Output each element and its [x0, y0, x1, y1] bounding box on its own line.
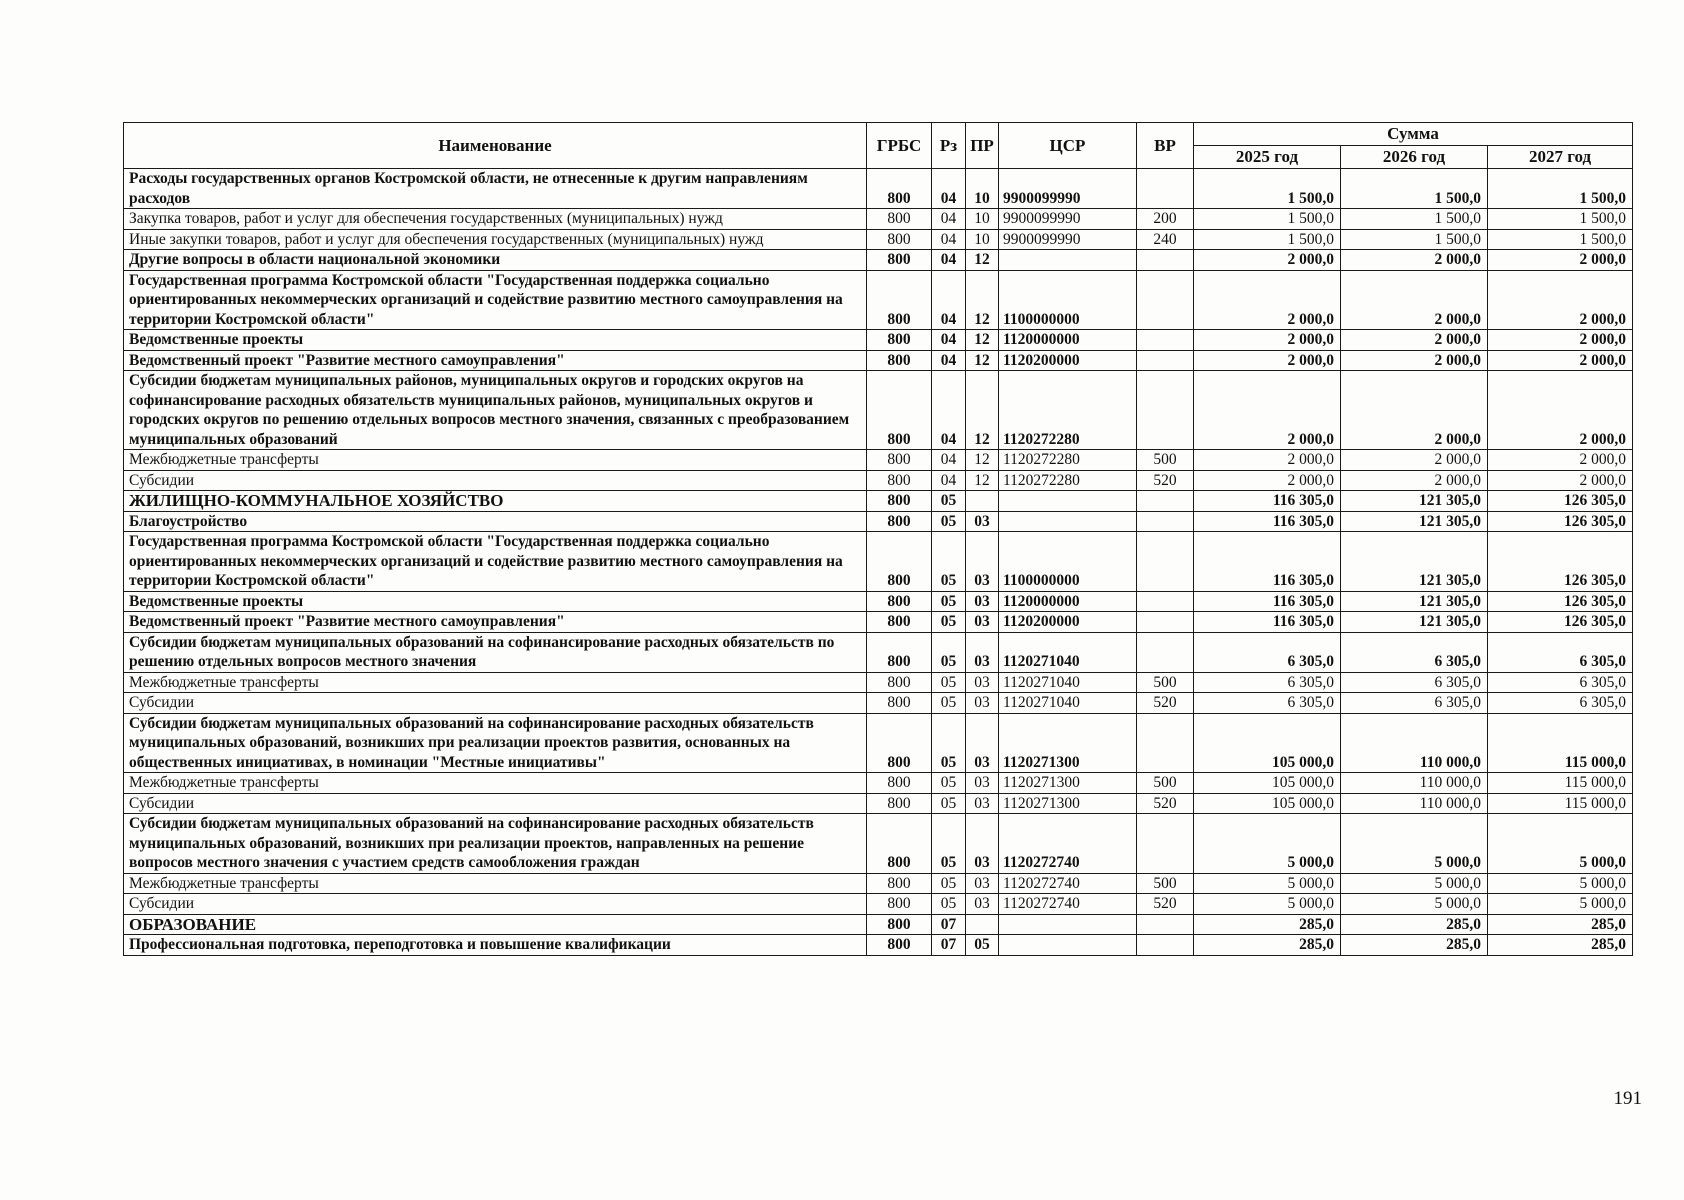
- cell-grbs: 800: [867, 229, 932, 250]
- cell-2026: 285,0: [1341, 914, 1488, 935]
- page-number: 191: [1613, 1088, 1642, 1109]
- cell-grbs: 800: [867, 250, 932, 271]
- cell-vr: 520: [1137, 894, 1194, 915]
- cell-grbs: 800: [867, 814, 932, 874]
- cell-2026: 6 305,0: [1341, 672, 1488, 693]
- cell-2025: 116 305,0: [1194, 532, 1341, 592]
- header-name: Наименование: [124, 123, 867, 169]
- cell-pr: 03: [966, 793, 999, 814]
- table-row: [124, 773, 1633, 794]
- cell-rz: 05: [932, 672, 966, 693]
- cell-csr: [999, 914, 1137, 935]
- cell-2027: 2 000,0: [1488, 371, 1633, 450]
- table-row: [124, 713, 1633, 773]
- cell-name: Субсидии: [124, 894, 867, 915]
- cell-rz: 04: [932, 450, 966, 471]
- cell-2026: 1 500,0: [1341, 229, 1488, 250]
- cell-pr: 12: [966, 470, 999, 491]
- cell-2027: 126 305,0: [1488, 532, 1633, 592]
- cell-grbs: 800: [867, 350, 932, 371]
- cell-vr: 500: [1137, 773, 1194, 794]
- cell-csr: 1100000000: [999, 270, 1137, 330]
- header-rz: Рз: [932, 123, 966, 169]
- cell-2026: 2 000,0: [1341, 270, 1488, 330]
- cell-pr: 03: [966, 713, 999, 773]
- cell-csr: 1120272280: [999, 450, 1137, 471]
- table-row: [124, 914, 1633, 935]
- cell-grbs: 800: [867, 873, 932, 894]
- cell-grbs: 800: [867, 330, 932, 351]
- cell-2026: 121 305,0: [1341, 532, 1488, 592]
- cell-rz: 07: [932, 935, 966, 956]
- cell-rz: 05: [932, 591, 966, 612]
- cell-csr: [999, 935, 1137, 956]
- header-year-2027: 2027 год: [1488, 146, 1633, 169]
- cell-vr: 500: [1137, 672, 1194, 693]
- cell-name: Межбюджетные трансферты: [124, 773, 867, 794]
- cell-2025: 1 500,0: [1194, 229, 1341, 250]
- cell-2025: 105 000,0: [1194, 793, 1341, 814]
- cell-grbs: 800: [867, 793, 932, 814]
- cell-2027: 126 305,0: [1488, 591, 1633, 612]
- table-row: [124, 873, 1633, 894]
- cell-2026: 285,0: [1341, 935, 1488, 956]
- cell-grbs: 800: [867, 693, 932, 714]
- cell-name: Субсидии бюджетам муниципальных образований на софинансирование расходных обязательств по решению отдельных вопросов местного значения: [124, 632, 867, 672]
- cell-rz: 04: [932, 470, 966, 491]
- cell-name: Ведомственные проекты: [124, 591, 867, 612]
- table-row: [124, 470, 1633, 491]
- cell-2026: 2 000,0: [1341, 250, 1488, 271]
- cell-pr: 12: [966, 250, 999, 271]
- cell-csr: 1120271040: [999, 693, 1137, 714]
- cell-2026: 121 305,0: [1341, 491, 1488, 512]
- cell-vr: 500: [1137, 873, 1194, 894]
- cell-2027: 5 000,0: [1488, 873, 1633, 894]
- cell-grbs: 800: [867, 773, 932, 794]
- cell-2025: 5 000,0: [1194, 873, 1341, 894]
- cell-pr: 03: [966, 873, 999, 894]
- cell-rz: 05: [932, 693, 966, 714]
- cell-2027: 1 500,0: [1488, 169, 1633, 209]
- cell-pr: 03: [966, 591, 999, 612]
- cell-grbs: 800: [867, 450, 932, 471]
- cell-2026: 6 305,0: [1341, 693, 1488, 714]
- cell-vr: [1137, 532, 1194, 592]
- cell-2025: 2 000,0: [1194, 350, 1341, 371]
- cell-2027: 126 305,0: [1488, 511, 1633, 532]
- cell-rz: 05: [932, 713, 966, 773]
- cell-name: Субсидии: [124, 793, 867, 814]
- cell-pr: [966, 491, 999, 512]
- budget-table: [123, 122, 1633, 956]
- cell-rz: 05: [932, 793, 966, 814]
- cell-pr: 12: [966, 371, 999, 450]
- cell-name: Межбюджетные трансферты: [124, 873, 867, 894]
- cell-name: Межбюджетные трансферты: [124, 450, 867, 471]
- cell-grbs: 800: [867, 169, 932, 209]
- cell-2025: 5 000,0: [1194, 894, 1341, 915]
- cell-2025: 6 305,0: [1194, 693, 1341, 714]
- cell-vr: [1137, 713, 1194, 773]
- cell-2027: 5 000,0: [1488, 894, 1633, 915]
- cell-csr: [999, 511, 1137, 532]
- cell-2027: 2 000,0: [1488, 330, 1633, 351]
- cell-csr: 1120271300: [999, 793, 1137, 814]
- cell-grbs: 800: [867, 894, 932, 915]
- cell-name: Иные закупки товаров, работ и услуг для обеспечения государственных (муниципальных) нужд: [124, 229, 867, 250]
- cell-name: Благоустройство: [124, 511, 867, 532]
- cell-2025: 2 000,0: [1194, 250, 1341, 271]
- cell-pr: 03: [966, 532, 999, 592]
- cell-csr: 9900099990: [999, 169, 1137, 209]
- cell-csr: 9900099990: [999, 209, 1137, 230]
- cell-2026: 2 000,0: [1341, 330, 1488, 351]
- cell-rz: 05: [932, 632, 966, 672]
- cell-2026: 5 000,0: [1341, 814, 1488, 874]
- table-row: [124, 632, 1633, 672]
- cell-name: Расходы государственных органов Костромской области, не отнесенные к другим направлениям расходов: [124, 169, 867, 209]
- cell-rz: 05: [932, 873, 966, 894]
- cell-name: Ведомственные проекты: [124, 330, 867, 351]
- cell-2025: 2 000,0: [1194, 450, 1341, 471]
- cell-name: Закупка товаров, работ и услуг для обеспечения государственных (муниципальных) нужд: [124, 209, 867, 230]
- cell-grbs: 800: [867, 672, 932, 693]
- cell-grbs: 800: [867, 470, 932, 491]
- cell-2025: 1 500,0: [1194, 169, 1341, 209]
- cell-pr: 10: [966, 169, 999, 209]
- cell-grbs: 800: [867, 511, 932, 532]
- cell-csr: 1120000000: [999, 591, 1137, 612]
- header-sum: Сумма: [1194, 123, 1633, 146]
- cell-2025: 1 500,0: [1194, 209, 1341, 230]
- cell-vr: [1137, 935, 1194, 956]
- cell-2027: 2 000,0: [1488, 450, 1633, 471]
- cell-grbs: 800: [867, 532, 932, 592]
- cell-2026: 5 000,0: [1341, 894, 1488, 915]
- cell-2027: 5 000,0: [1488, 814, 1633, 874]
- cell-grbs: 800: [867, 270, 932, 330]
- cell-csr: 1120272740: [999, 873, 1137, 894]
- table-row: [124, 169, 1633, 209]
- cell-csr: 1120000000: [999, 330, 1137, 351]
- cell-2027: 6 305,0: [1488, 672, 1633, 693]
- table-row: [124, 209, 1633, 230]
- cell-vr: [1137, 632, 1194, 672]
- cell-name: Межбюджетные трансферты: [124, 672, 867, 693]
- cell-name: Ведомственный проект "Развитие местного самоуправления": [124, 350, 867, 371]
- cell-pr: 03: [966, 693, 999, 714]
- cell-2026: 121 305,0: [1341, 591, 1488, 612]
- cell-vr: 240: [1137, 229, 1194, 250]
- table-row: [124, 532, 1633, 592]
- cell-name: Субсидии бюджетам муниципальных районов, муниципальных округов и городских округов на софинансирование расходных обязательств муниципальных районов, муниципальных округов и городских округов по решению отдельных вопросов местного значения, связанных с преобразованием муниципальных образований: [124, 371, 867, 450]
- cell-pr: 12: [966, 450, 999, 471]
- table-row: [124, 894, 1633, 915]
- cell-grbs: 800: [867, 713, 932, 773]
- cell-rz: 05: [932, 491, 966, 512]
- cell-csr: 1120271300: [999, 773, 1137, 794]
- cell-name: Профессиональная подготовка, переподготовка и повышение квалификации: [124, 935, 867, 956]
- cell-name: Другие вопросы в области национальной экономики: [124, 250, 867, 271]
- table-row: [124, 693, 1633, 714]
- cell-rz: 04: [932, 229, 966, 250]
- cell-2027: 1 500,0: [1488, 229, 1633, 250]
- cell-vr: [1137, 591, 1194, 612]
- cell-2026: 6 305,0: [1341, 632, 1488, 672]
- cell-2025: 116 305,0: [1194, 511, 1341, 532]
- cell-vr: [1137, 270, 1194, 330]
- cell-name: Субсидии: [124, 693, 867, 714]
- cell-rz: 05: [932, 773, 966, 794]
- table-row: [124, 229, 1633, 250]
- header-grbs: ГРБС: [867, 123, 932, 169]
- cell-2027: 285,0: [1488, 935, 1633, 956]
- cell-2026: 1 500,0: [1341, 209, 1488, 230]
- cell-csr: 1120272740: [999, 814, 1137, 874]
- cell-rz: 05: [932, 612, 966, 633]
- cell-name: ЖИЛИЩНО-КОММУНАЛЬНОЕ ХОЗЯЙСТВО: [124, 491, 867, 512]
- cell-vr: [1137, 169, 1194, 209]
- cell-pr: 03: [966, 632, 999, 672]
- cell-vr: [1137, 330, 1194, 351]
- cell-2027: 2 000,0: [1488, 250, 1633, 271]
- cell-2027: 2 000,0: [1488, 350, 1633, 371]
- cell-rz: 04: [932, 169, 966, 209]
- cell-2026: 121 305,0: [1341, 511, 1488, 532]
- cell-name: Ведомственный проект "Развитие местного самоуправления": [124, 612, 867, 633]
- cell-csr: [999, 491, 1137, 512]
- cell-csr: 1120271040: [999, 672, 1137, 693]
- table-row: [124, 250, 1633, 271]
- cell-2026: 2 000,0: [1341, 450, 1488, 471]
- cell-2025: 2 000,0: [1194, 470, 1341, 491]
- cell-name: Субсидии бюджетам муниципальных образований на софинансирование расходных обязательств муниципальных образований, возникших при реализации проектов развития, основанных на общественных инициативах, в номинации "Местные инициативы": [124, 713, 867, 773]
- cell-rz: 04: [932, 270, 966, 330]
- table-row: [124, 935, 1633, 956]
- cell-grbs: 800: [867, 591, 932, 612]
- header-pr: ПР: [966, 123, 999, 169]
- cell-csr: 1120272740: [999, 894, 1137, 915]
- cell-rz: 05: [932, 532, 966, 592]
- table-row: [124, 672, 1633, 693]
- cell-csr: 9900099990: [999, 229, 1137, 250]
- cell-2026: 121 305,0: [1341, 612, 1488, 633]
- cell-2027: 6 305,0: [1488, 632, 1633, 672]
- table-row: [124, 814, 1633, 874]
- cell-pr: 03: [966, 511, 999, 532]
- cell-2027: 115 000,0: [1488, 713, 1633, 773]
- header-year-2026: 2026 год: [1341, 146, 1488, 169]
- cell-rz: 04: [932, 371, 966, 450]
- cell-pr: 03: [966, 773, 999, 794]
- cell-csr: 1120200000: [999, 612, 1137, 633]
- cell-csr: 1120272280: [999, 470, 1137, 491]
- cell-2027: 115 000,0: [1488, 773, 1633, 794]
- cell-vr: [1137, 511, 1194, 532]
- cell-csr: 1120200000: [999, 350, 1137, 371]
- cell-vr: [1137, 371, 1194, 450]
- table-row: [124, 511, 1633, 532]
- cell-rz: 04: [932, 250, 966, 271]
- cell-vr: [1137, 250, 1194, 271]
- cell-vr: [1137, 612, 1194, 633]
- cell-pr: [966, 914, 999, 935]
- table-row: [124, 450, 1633, 471]
- cell-2026: 2 000,0: [1341, 350, 1488, 371]
- cell-grbs: 800: [867, 371, 932, 450]
- cell-name: Государственная программа Костромской области "Государственная поддержка социально ориентированных некоммерческих организаций и содействие развитию местного самоуправления на территории Костромской области": [124, 532, 867, 592]
- cell-grbs: 800: [867, 612, 932, 633]
- cell-rz: 04: [932, 209, 966, 230]
- cell-pr: 12: [966, 270, 999, 330]
- cell-pr: 03: [966, 814, 999, 874]
- cell-2025: 116 305,0: [1194, 491, 1341, 512]
- cell-2025: 116 305,0: [1194, 591, 1341, 612]
- cell-rz: 04: [932, 350, 966, 371]
- cell-csr: 1120271040: [999, 632, 1137, 672]
- table-row: [124, 612, 1633, 633]
- table-body: [124, 169, 1633, 956]
- cell-2026: 2 000,0: [1341, 371, 1488, 450]
- cell-2027: 126 305,0: [1488, 612, 1633, 633]
- cell-rz: 05: [932, 511, 966, 532]
- cell-2026: 110 000,0: [1341, 713, 1488, 773]
- cell-2027: 1 500,0: [1488, 209, 1633, 230]
- cell-rz: 05: [932, 814, 966, 874]
- cell-2027: 115 000,0: [1488, 793, 1633, 814]
- cell-pr: 10: [966, 229, 999, 250]
- cell-2025: 116 305,0: [1194, 612, 1341, 633]
- cell-pr: 03: [966, 612, 999, 633]
- cell-vr: [1137, 491, 1194, 512]
- cell-vr: [1137, 814, 1194, 874]
- cell-2026: 5 000,0: [1341, 873, 1488, 894]
- cell-csr: 1100000000: [999, 532, 1137, 592]
- table-row: [124, 591, 1633, 612]
- cell-2027: 2 000,0: [1488, 470, 1633, 491]
- cell-2025: 105 000,0: [1194, 713, 1341, 773]
- header-vr: ВР: [1137, 123, 1194, 169]
- cell-pr: 12: [966, 330, 999, 351]
- cell-name: ОБРАЗОВАНИЕ: [124, 914, 867, 935]
- cell-2026: 1 500,0: [1341, 169, 1488, 209]
- cell-2025: 5 000,0: [1194, 814, 1341, 874]
- cell-2025: 6 305,0: [1194, 672, 1341, 693]
- table-row: [124, 491, 1633, 512]
- header-csr: ЦСР: [999, 123, 1137, 169]
- cell-vr: 200: [1137, 209, 1194, 230]
- cell-grbs: 800: [867, 914, 932, 935]
- cell-name: Субсидии: [124, 470, 867, 491]
- cell-2027: 285,0: [1488, 914, 1633, 935]
- cell-pr: 10: [966, 209, 999, 230]
- cell-pr: 03: [966, 672, 999, 693]
- cell-2025: 6 305,0: [1194, 632, 1341, 672]
- table-row: [124, 270, 1633, 330]
- cell-grbs: 800: [867, 209, 932, 230]
- cell-2025: 2 000,0: [1194, 330, 1341, 351]
- cell-grbs: 800: [867, 935, 932, 956]
- cell-vr: [1137, 350, 1194, 371]
- cell-vr: 500: [1137, 450, 1194, 471]
- cell-rz: 07: [932, 914, 966, 935]
- cell-pr: 03: [966, 894, 999, 915]
- cell-name: Государственная программа Костромской области "Государственная поддержка социально ориентированных некоммерческих организаций и содействие развитию местного самоуправления на территории Костромской области": [124, 270, 867, 330]
- cell-rz: 05: [932, 894, 966, 915]
- cell-rz: 04: [932, 330, 966, 351]
- header-year-2025: 2025 год: [1194, 146, 1341, 169]
- cell-vr: 520: [1137, 470, 1194, 491]
- cell-vr: [1137, 914, 1194, 935]
- cell-csr: 1120271300: [999, 713, 1137, 773]
- cell-pr: 12: [966, 350, 999, 371]
- cell-2025: 285,0: [1194, 935, 1341, 956]
- cell-grbs: 800: [867, 632, 932, 672]
- cell-2025: 2 000,0: [1194, 270, 1341, 330]
- cell-csr: [999, 250, 1137, 271]
- cell-grbs: 800: [867, 491, 932, 512]
- cell-2026: 110 000,0: [1341, 773, 1488, 794]
- cell-2026: 2 000,0: [1341, 470, 1488, 491]
- cell-2025: 105 000,0: [1194, 773, 1341, 794]
- cell-pr: 05: [966, 935, 999, 956]
- cell-2027: 2 000,0: [1488, 270, 1633, 330]
- cell-2027: 6 305,0: [1488, 693, 1633, 714]
- cell-vr: 520: [1137, 693, 1194, 714]
- cell-2026: 110 000,0: [1341, 793, 1488, 814]
- cell-name: Субсидии бюджетам муниципальных образований на софинансирование расходных обязательств муниципальных образований, возникших при реализации проектов, направленных на решение вопросов местного значения с участием средств самообложения граждан: [124, 814, 867, 874]
- cell-2025: 2 000,0: [1194, 371, 1341, 450]
- table-row: [124, 350, 1633, 371]
- cell-2025: 285,0: [1194, 914, 1341, 935]
- cell-2027: 126 305,0: [1488, 491, 1633, 512]
- table-row: [124, 371, 1633, 450]
- table-row: [124, 330, 1633, 351]
- cell-csr: 1120272280: [999, 371, 1137, 450]
- cell-vr: 520: [1137, 793, 1194, 814]
- table-row: [124, 793, 1633, 814]
